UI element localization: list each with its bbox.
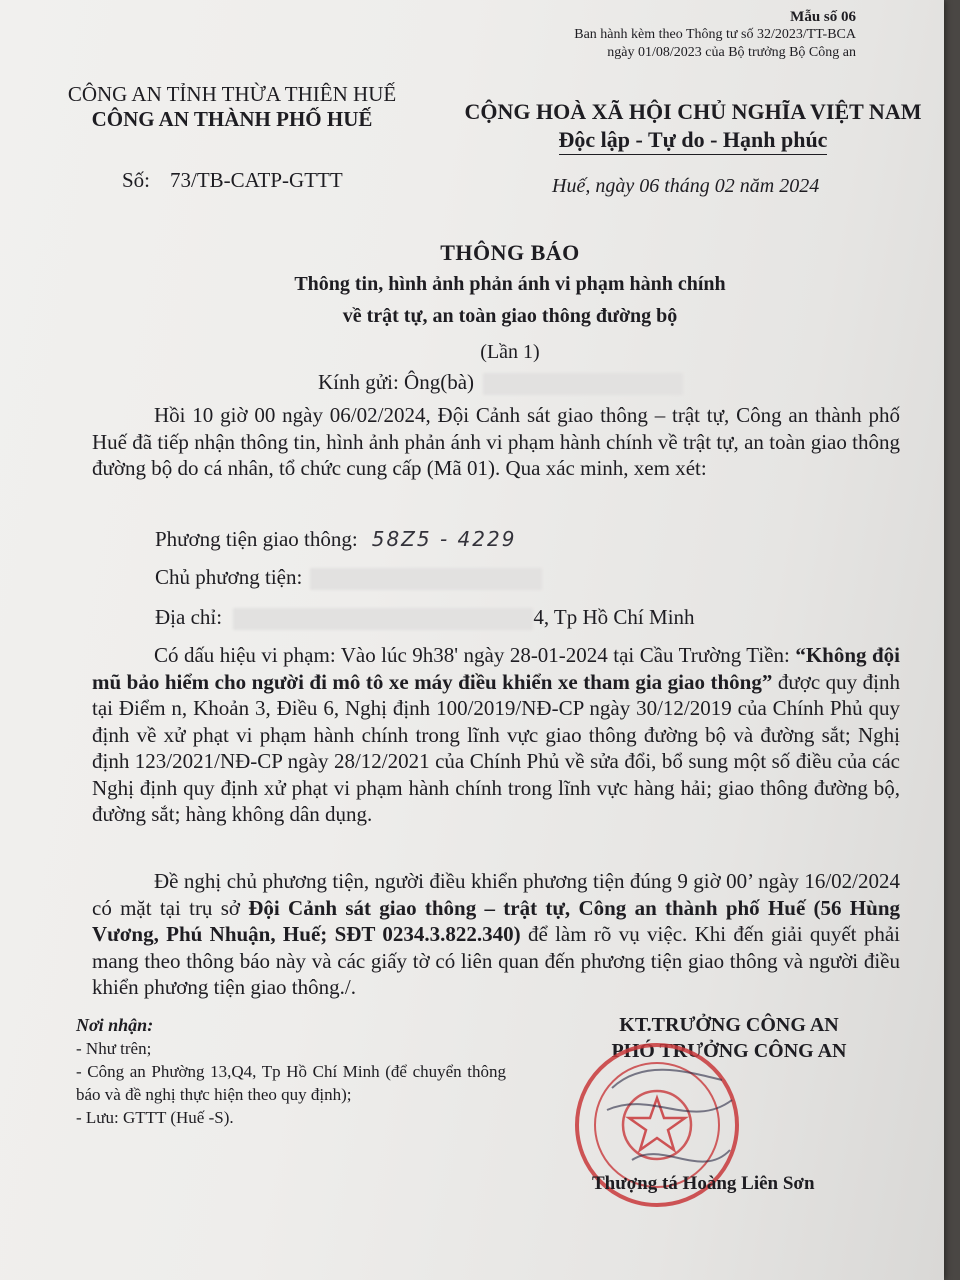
recipients-block [76, 1014, 506, 1129]
address-field [155, 604, 695, 631]
redacted-address [233, 608, 533, 630]
document-number-value: 73/TB-CATP-GTTT [170, 168, 343, 192]
document-number-label: Số: [122, 168, 151, 192]
form-number: Mẫu số 06 [790, 9, 856, 25]
recipient-item: - Công an Phường 13,Q4, Tp Hồ Chí Minh (để chuyển thông báo và đề nghị thực hiện theo quy định); [76, 1062, 506, 1104]
national-motto: Độc lập - Tự do - Hạnh phúc [559, 126, 828, 155]
attempt-number: (Lần 1) [480, 341, 540, 363]
recipients-heading: Nơi nhận: [76, 1015, 154, 1035]
form-issued-date: ngày 01/08/2023 của Bộ trưởng Bộ Công an [607, 45, 856, 60]
title-block [150, 238, 870, 370]
document-subtitle-line-1: Thông tin, hình ảnh phản ánh vi phạm hành chính [294, 273, 726, 295]
place-date: Huế, ngày 06 tháng 02 năm 2024 [552, 175, 820, 197]
redacted-recipient-name [483, 373, 683, 395]
form-issued-with: Ban hành kèm theo Thông tư số 32/2023/TT-BCA [574, 27, 856, 42]
recipient-line [318, 370, 683, 395]
violation-paragraph [92, 642, 900, 828]
recipient-item: - Lưu: GTTT (Huế -S). [76, 1108, 234, 1127]
address-tail: 4, Tp Hồ Chí Minh [533, 605, 695, 629]
recipient-label: Kính gửi: Ông(bà) [318, 370, 475, 394]
agency-parent: CÔNG AN TỈNH THỪA THIÊN HUẾ [67, 82, 397, 106]
signer-name: Thượng tá Hoàng Liên Sơn [592, 1173, 815, 1194]
signature-title-2: PHÓ TRƯỞNG CÔNG AN [611, 1040, 847, 1062]
country-name: CỘNG HOÀ XÃ HỘI CHỦ NGHĨA VIỆT NAM [464, 99, 922, 124]
document-number [122, 168, 343, 193]
violation-intro: Có dấu hiệu vi phạm: Vào lúc 9h38' ngày 28-01-2024 tại Cầu Trường Tiền: [154, 643, 790, 667]
signature-title-1: KT.TRƯỞNG CÔNG AN [619, 1014, 839, 1036]
request-start: Đề nghị chủ phương tiện, người điều khiển phương tiện đúng 9 giờ 00’ ngày 16/02/2024 có mặt tại trụ sở [92, 869, 900, 920]
vehicle-label: Phương tiện giao thông: [155, 527, 358, 551]
redacted-owner-name [310, 568, 542, 590]
document-subtitle-line-2: về trật tự, an toàn giao thông đường bộ [342, 305, 678, 327]
agency-header [52, 82, 412, 132]
document-title: THÔNG BÁO [440, 240, 580, 265]
national-header [458, 98, 928, 155]
agency-name: CÔNG AN THÀNH PHỐ HUẾ [91, 107, 373, 131]
address-label: Địa chỉ: [155, 605, 223, 629]
request-paragraph [92, 868, 900, 1001]
violation-description: “Không đội mũ bảo hiểm cho người đi mô tô xe máy điều khiển xe tham gia giao thông” [92, 643, 900, 694]
owner-label: Chủ phương tiện: [155, 565, 303, 589]
vehicle-plate-handwritten: 58Z5 - 4229 [371, 527, 517, 551]
request-end: để làm rõ vụ việc. Khi đến giải quyết phải mang theo thông báo này và các giấy tờ có liên quan đến phương tiện giao thông và người điều khiển phương tiện giao thông./. [92, 922, 900, 999]
form-header [574, 8, 856, 62]
owner-field [155, 564, 542, 591]
vehicle-field [155, 526, 516, 553]
recipient-item: - Như trên; [76, 1039, 152, 1058]
intro-paragraph: Hồi 10 giờ 00 ngày 06/02/2024, Đội Cảnh sát giao thông – trật tự, Công an thành phố Huế đã tiếp nhận thông tin, hình ảnh phản ánh vi phạm hành chính về trật tự, an toàn giao thông đường bộ do cá nhân, tổ chức cung cấp (Mã 01). Qua xác minh, xem xét: [92, 403, 900, 480]
request-office: Đội Cảnh sát giao thông – trật tự, Công an thành phố Huế (56 Hùng Vương, Phú Nhuận, Huế; SĐT 0234.3.822.340) [92, 895, 901, 946]
violation-legal-basis: được quy định tại Điểm n, Khoản 3, Điều 6, Nghị định 100/2019/NĐ-CP ngày 30/12/2019 của Chính Phủ quy định về xử phạt vi phạm hành chính trong lĩnh vực giao thông đường bộ và đường sắt; Nghị định 123/2021/NĐ-CP ngày 28/12/2021 của Chính Phủ về sửa đổi, bổ sung một số điều của các Nghị định quy định xử phạt vi phạm hành chính trong lĩnh vực hàng hải; giao thông đường bộ, đường sắt; hàng không dân dụng. [92, 669, 900, 826]
